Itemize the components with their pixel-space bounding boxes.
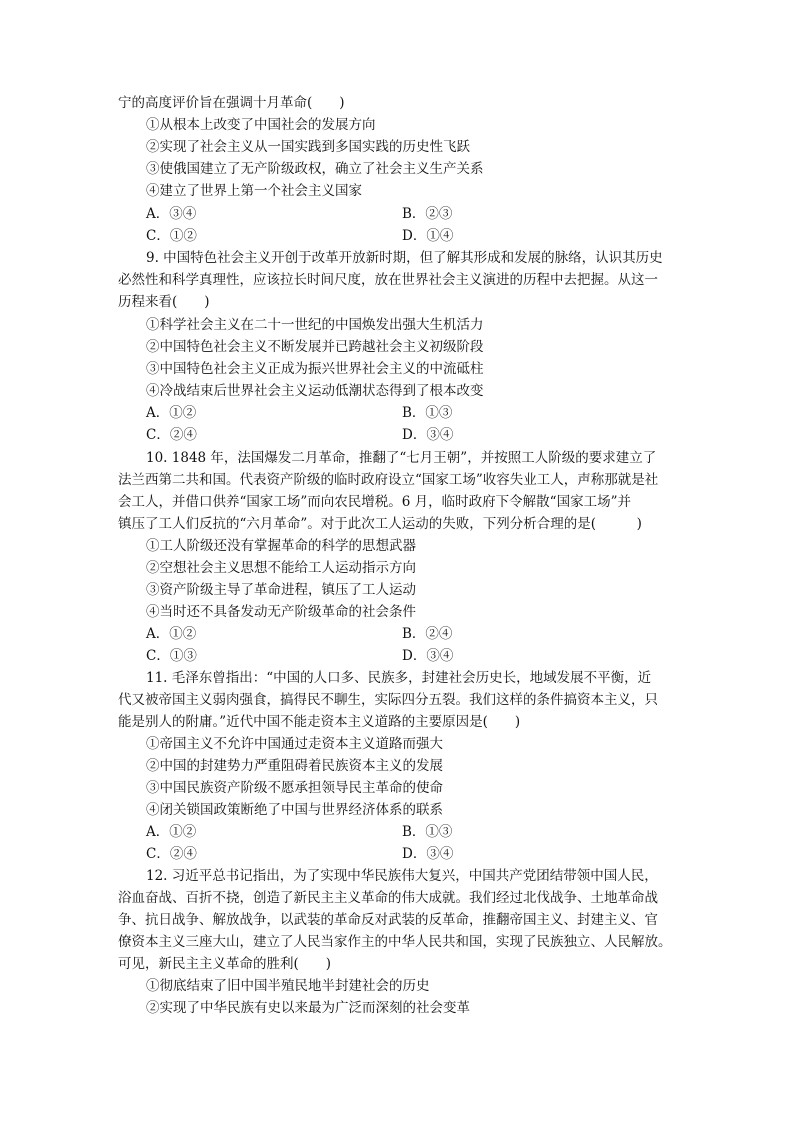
option-item: ③资产阶级主导了革命进程，镇压了工人运动 — [146, 582, 416, 598]
option-item: ③中国民族资产阶级不愿承担领导民主革命的使命 — [146, 780, 443, 796]
answer-choice: C．②④ — [146, 427, 197, 443]
question-10-text: 10. 1848 年，法国爆发二月革命，推翻了“七月王朝”，并按照工人阶级的要求建立了 — [146, 450, 657, 466]
option-item: ①帝国主义不允许中国通过走资本主义道路而强大 — [146, 736, 443, 752]
answer-choice: C．①③ — [146, 648, 197, 664]
answer-choice: A．①② — [146, 824, 197, 840]
option-item: ③使俄国建立了无产阶级政权，确立了社会主义生产关系 — [146, 161, 484, 177]
option-item: ①彻底结束了旧中国半殖民地半封建社会的历史 — [146, 978, 430, 994]
answer-choice: B．①③ — [402, 824, 453, 840]
text-line: 僚资本主义三座大山，建立了人民当家作主的中华人民共和国，实现了民族独立、人民解放。 — [118, 934, 672, 950]
text-line: 历程来看( ) — [118, 294, 210, 310]
question-12-text: 12. 习近平总书记指出，为了实现中华民族伟大复兴，中国共产党团结带领中国人民， — [146, 868, 658, 884]
text-line: 可见，新民主主义革命的胜利( ) — [118, 956, 332, 972]
option-item: ①从根本上改变了中国社会的发展方向 — [146, 117, 376, 133]
option-item: ④冷战结束后世界社会主义运动低潮状态得到了根本改变 — [146, 383, 484, 399]
option-item: ④当时还不具备发动无产阶级革命的社会条件 — [146, 604, 416, 620]
answer-choice: D．③④ — [402, 648, 454, 664]
text-line: 宁的高度评价旨在强调十月革命( ) — [118, 95, 345, 111]
answer-choice: C．②④ — [146, 846, 197, 862]
answer-choice: A．①② — [146, 626, 197, 642]
option-item: ②中国的封建势力严重阻碍着民族资本主义的发展 — [146, 758, 443, 774]
option-item: ④闭关锁国政策断绝了中国与世界经济体系的联系 — [146, 802, 443, 818]
text-line: 会工人，并借口供养“国家工场”而向农民增税。6 月，临时政府下令解散“国家工场”并 — [118, 494, 631, 510]
text-line: 代又被帝国主义弱肉强食，搞得民不聊生，实际四分五裂。我们这样的条件搞资本主义，只 — [118, 692, 658, 708]
answer-choice: D．③④ — [402, 427, 454, 443]
option-item: ②空想社会主义思想不能给工人运动指示方向 — [146, 560, 416, 576]
text-line: 法兰西第二共和国。代表资产阶级的临时政府设立“国家工场”收容失业工人，声称那就是社 — [118, 472, 659, 488]
option-item: ③中国特色社会主义正成为振兴世界社会主义的中流砥柱 — [146, 361, 484, 377]
option-item: ④建立了世界上第一个社会主义国家 — [146, 183, 362, 199]
option-item: ②实现了中华民族有史以来最为广泛而深刻的社会变革 — [146, 1000, 470, 1016]
answer-choice: A．①② — [146, 405, 197, 421]
answer-choice: D．③④ — [402, 846, 454, 862]
option-item: ②实现了社会主义从一国实践到多国实践的历史性飞跃 — [146, 139, 470, 155]
answer-choice: A．③④ — [146, 206, 197, 222]
question-9-text: 9. 中国特色社会主义开创于改革开放新时期，但了解其形成和发展的脉络，认识其历史 — [146, 250, 663, 266]
answer-choice: C．①② — [146, 228, 197, 244]
text-line: 争、抗日战争、解放战争，以武装的革命反对武装的反革命，推翻帝国主义、封建主义、官 — [118, 912, 658, 928]
option-item: ②中国特色社会主义不断发展并已跨越社会主义初级阶段 — [146, 339, 484, 355]
answer-choice: D．①④ — [402, 228, 454, 244]
text-line: 浴血奋战、百折不挠，创造了新民主主义革命的伟大成就。我们经过北伐战争、土地革命战 — [118, 890, 658, 906]
text-line: 必然性和科学真理性，应该拉长时间尺度，放在世界社会主义演进的历程中去把握。从这一 — [118, 272, 658, 288]
option-item: ①工人阶级还没有掌握革命的科学的思想武器 — [146, 538, 416, 554]
answer-choice: B．①③ — [402, 405, 453, 421]
option-item: ①科学社会主义在二十一世纪的中国焕发出强大生机活力 — [146, 317, 484, 333]
question-11-text: 11. 毛泽东曾指出：“中国的人口多、民族多，封建社会历史长，地域发展不平衡，近 — [146, 670, 652, 686]
text-line: 镇压了工人们反抗的“六月革命”。对于此次工人运动的失败，下列分析合理的是( ) — [118, 516, 642, 532]
text-line: 能是别人的附庸。”近代中国不能走资本主义道路的主要原因是( ) — [118, 714, 521, 730]
answer-choice: B．②④ — [402, 626, 453, 642]
answer-choice: B．②③ — [402, 206, 453, 222]
